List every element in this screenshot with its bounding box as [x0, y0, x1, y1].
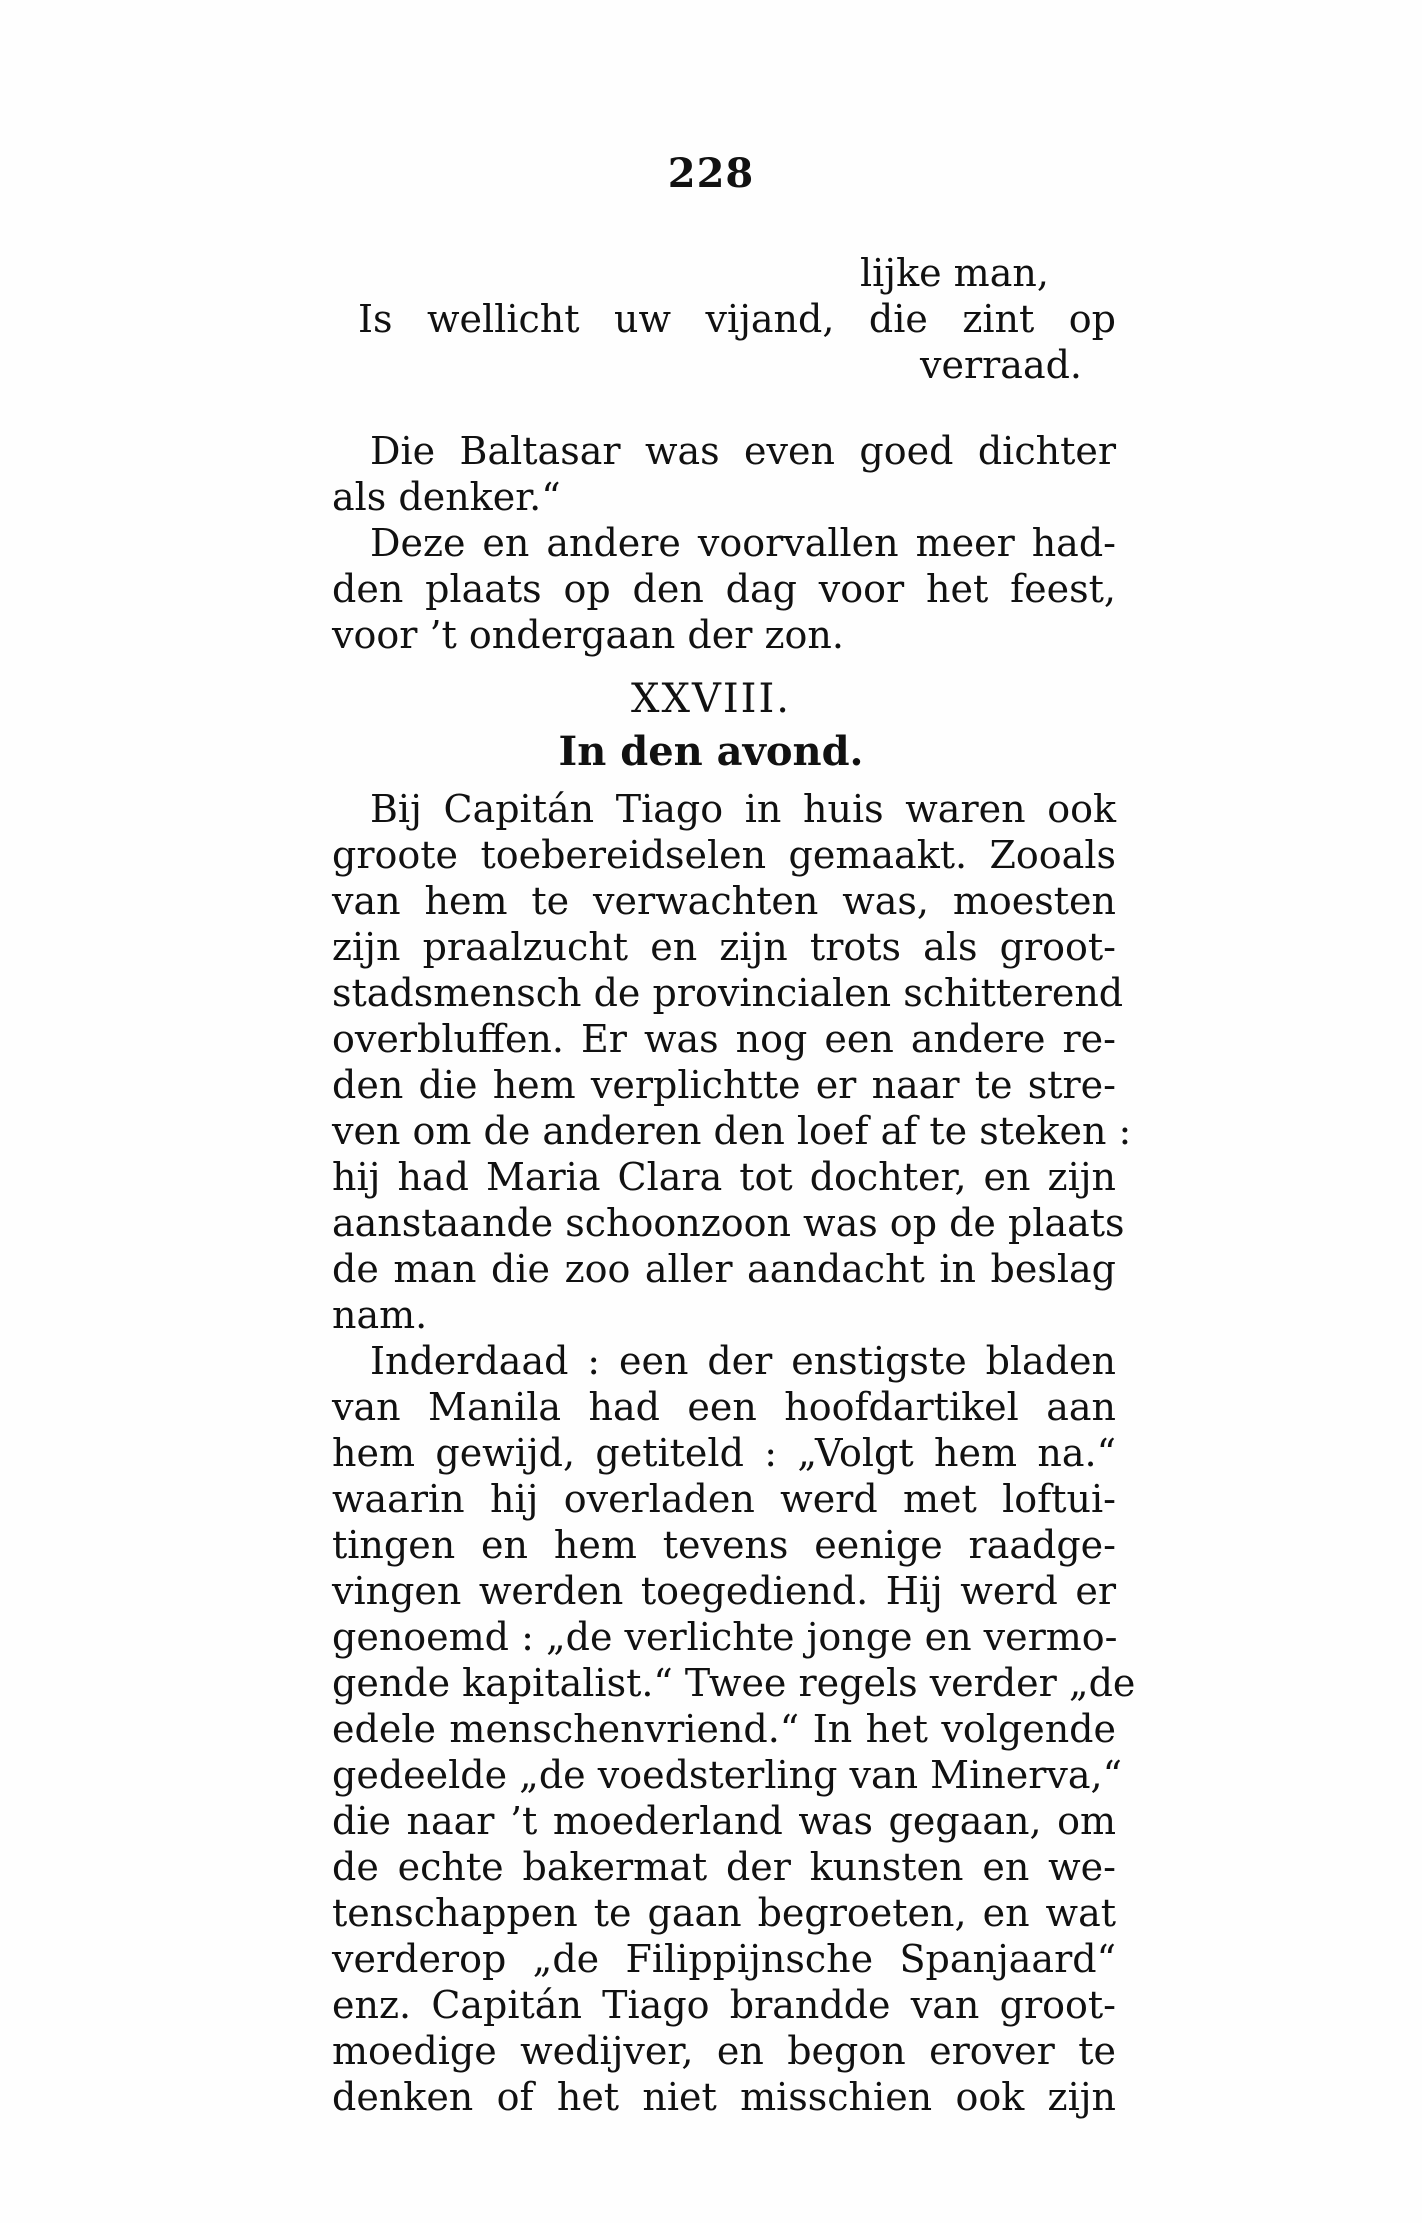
text-line: hem gewijd, getiteld : „Volgt hem na.“	[332, 1431, 1116, 1475]
text-line: voor ’t ondergaan der zon.	[332, 613, 844, 657]
text-line: denken of het niet misschien ook zijn	[332, 2075, 1116, 2119]
text-line: edele menschenvriend.“ In het volgende	[332, 1707, 1116, 1751]
text-line: als denker.“	[332, 475, 561, 519]
text-line: stadsmensch de provincialen schitterend	[332, 971, 1124, 1015]
chapter-number: XXVIII.	[631, 676, 791, 722]
text-line: hij had Maria Clara tot dochter, en zijn	[332, 1155, 1116, 1199]
text-line: waarin hij overladen werd met loftui-	[332, 1477, 1116, 1521]
text-line: nam.	[332, 1293, 428, 1337]
text-line: ven om de anderen den loef af te steken :	[332, 1109, 1132, 1153]
text-line: moedige wedijver, en begon erover te	[332, 2029, 1116, 2073]
text-line: genoemd : „de verlichte jonge en vermo-	[332, 1615, 1118, 1659]
text-line: groote toebereidselen gemaakt. Zooals	[332, 833, 1116, 877]
verse-line: lijke man,	[860, 251, 1049, 295]
text-line: die naar ’t moederland was gegaan, om	[332, 1799, 1116, 1843]
text-line: den plaats op den dag voor het feest,	[332, 567, 1116, 611]
text-line: tenschappen te gaan begroeten, en wat	[332, 1891, 1116, 1935]
text-line: aanstaande schoonzoon was op de plaats	[332, 1201, 1125, 1245]
page-number: 228	[667, 150, 755, 197]
text-line: Inderdaad : een der enstigste bladen	[370, 1339, 1116, 1383]
text-line: gende kapitalist.“ Twee regels verder „de	[332, 1661, 1136, 1705]
text-line: overbluffen. Er was nog een andere re-	[332, 1017, 1116, 1061]
chapter-title: In den avond.	[558, 728, 864, 775]
text-line: van hem te verwachten was, moesten	[332, 879, 1116, 923]
text-line: zijn praalzucht en zijn trots als groot-	[332, 925, 1116, 969]
text-line: de man die zoo aller aandacht in beslag	[332, 1247, 1116, 1291]
text-line: gedeelde „de voedsterling van Minerva,“	[332, 1753, 1123, 1797]
text-line: Deze en andere voorvallen meer had-	[370, 521, 1116, 565]
text-line: de echte bakermat der kunsten en we-	[332, 1845, 1116, 1889]
text-line: enz. Capitán Tiago brandde van groot-	[332, 1983, 1116, 2027]
text-line: Bij Capitán Tiago in huis waren ook	[370, 787, 1116, 831]
verse-line: verraad.	[920, 343, 1083, 387]
text-line: vingen werden toegediend. Hij werd er	[332, 1569, 1116, 1613]
text-line: Die Baltasar was even goed dichter	[370, 429, 1116, 473]
text-line: tingen en hem tevens eenige raadge-	[332, 1523, 1116, 1567]
verse-line: Is wellicht uw vijand, die zint op	[358, 297, 1116, 341]
text-line: van Manila had een hoofdartikel aan	[332, 1385, 1116, 1429]
text-line: verderop „de Filippijnsche Spanjaard“	[332, 1937, 1116, 1981]
text-line: den die hem verplichtte er naar te stre-	[332, 1063, 1116, 1107]
